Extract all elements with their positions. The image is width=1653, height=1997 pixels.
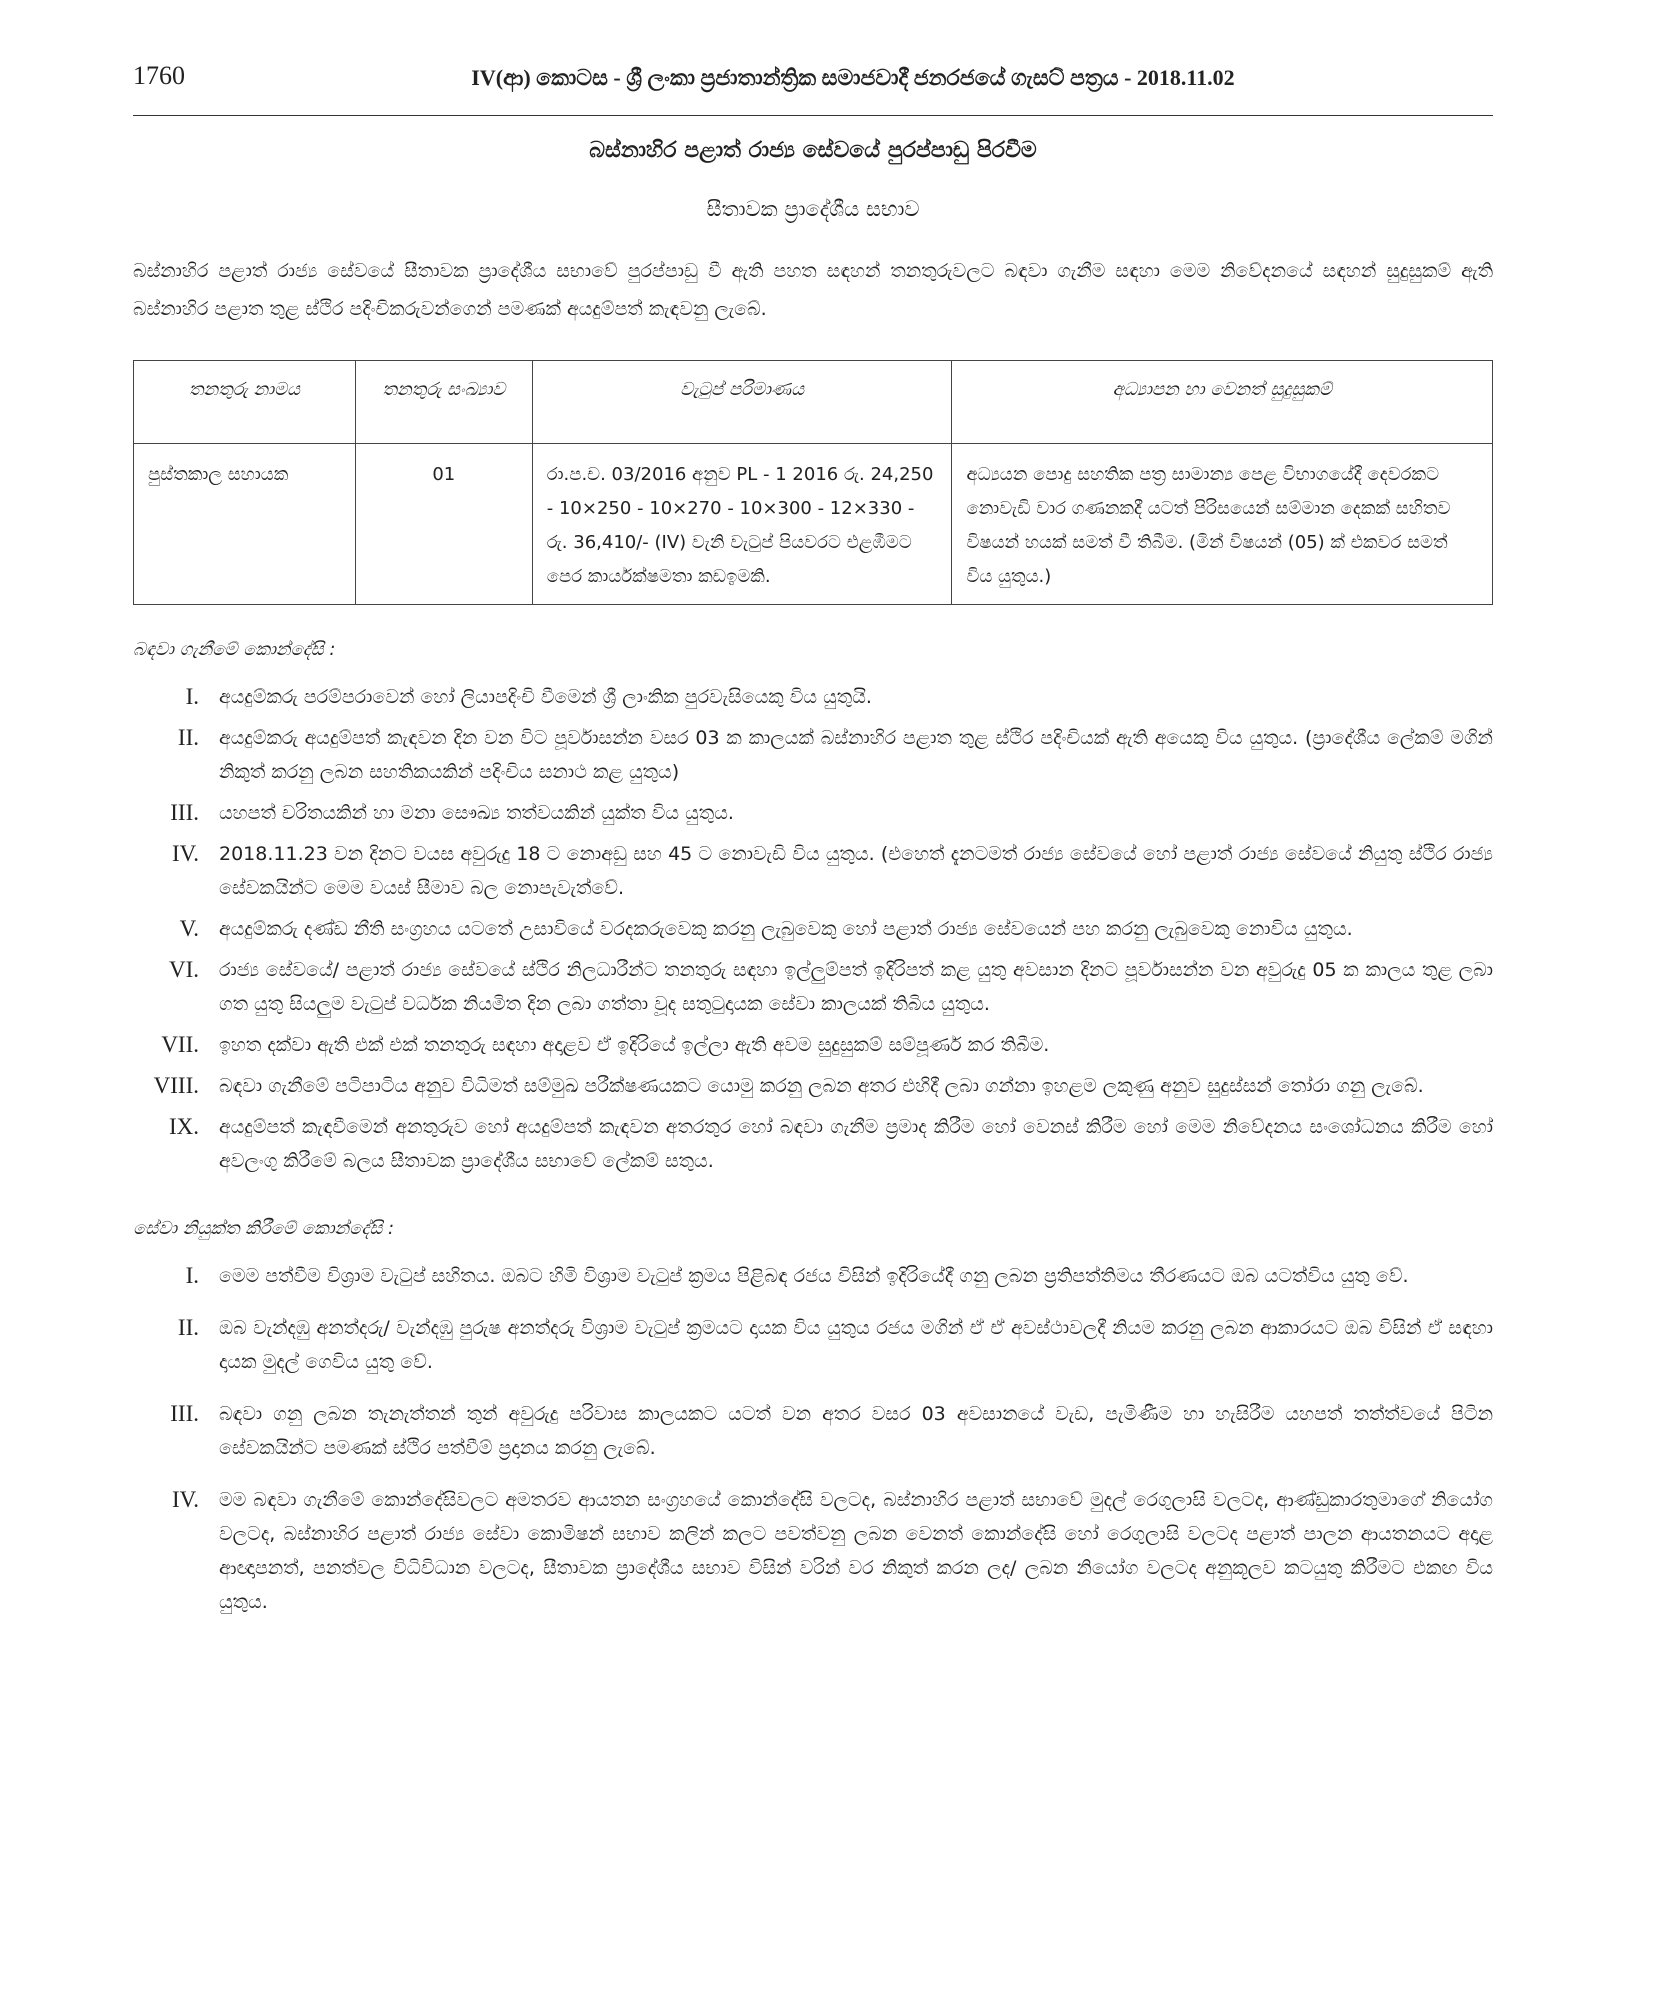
header-post-count: තනතුරු සංඛ්‍යාව [355, 361, 532, 444]
item-text: යහපත් චරිතයකින් හා මනා සෞඛ්‍ය තත්වයකින් යුක්ත විය යුතුය. [219, 802, 734, 824]
item-text: ඉහත දක්වා ඇති එක් එක් තනතුරු සඳහා අදාළව ඒ ඉදිරියේ ඉල්ලා ඇති අවම සුදුසුකම් සම්පූර්ණ කර තිබීම. [219, 1034, 1050, 1056]
list-item [133, 1259, 1493, 1293]
cell-qualifications: අධ්‍යයන පොදු සහතික පත්‍ර සාමාන්‍ය පෙළ විභාගයේදී දෙවරකට නොවැඩි වාර ගණනකදී යටත් පිරිසයෙන් සම්මාන දෙකක් සහිතව විෂයන් හයක් සමත් වී තිබීම. (මින් විෂයන් (05) ක් එකවර සමත් විය යුතුය.) [952, 444, 1493, 605]
header-salary-scale: වැටුප් පරිමාණය [532, 361, 952, 444]
item-text: 2018.11.23 වන දිනට වයස අවුරුදු 18 ට නොඅඩු සහ 45 ට නොවැඩි විය යුතුය. (එහෙත් දැනටමත් රාජ්‍ය සේවයේ හෝ පළාත් රාජ්‍ය සේවයේ නියුතු ස්ථිර රාජ්‍ය සේවකයින්ට මෙම වයස් සීමාව බල නොපැවැත්වේ. [219, 843, 1493, 899]
cell-salary-scale: රා.ප.ච. 03/2016 අනුව PL - 1 2016 රු. 24,250 - 10×250 - 10×270 - 10×300 - 12×330 - රු. 36,410/- (IV) වැනි වැටුප් පියවරට එළඹීමට පෙර කාර්යක්ෂමතා කඩඉමකි. [532, 444, 952, 605]
recruitment-conditions-list [133, 680, 1493, 1178]
cell-post-count: 01 [355, 444, 532, 605]
item-text: ඔබ වැන්දඹු අනත්දරු/ වැන්දඹු පුරුෂ අනත්දරු විශ්‍රාම වැටුප් ක්‍රමයට දායක විය යුතුය රජය මගින් ඒ ඒ අවස්ථාවලදී නියම කරනු ලබන ආකාරයට ඔබ විසින් ඒ සඳහා දායක මුදල් ගෙවිය යුතු වේ. [219, 1317, 1493, 1373]
recruitment-conditions-heading: බඳවා ගැනීමේ කොන්දේසි : [133, 639, 336, 660]
intro-paragraph: බස්නාහිර පළාත් රාජ්‍ය සේවයේ සීතාවක ප්‍රාදේශීය සභාවේ පුරප්පාඩු වී ඇති පහත සඳහන් තනතුරුවලට බඳවා ගැනීම සඳහා මෙම නිවේදනයේ සඳහන් සුදුසුකම් ඇති බස්නාහිර පළාත තුළ ස්ථිර පදිංචිකරුවන්ගෙන් පමණක් අයදුම්පත් කැඳවනු ලැබේ. [133, 260, 1493, 320]
item-text: මෙම පත්වීම විශ්‍රාම වැටුප් සහිතය. ඔබට හිමි විශ්‍රාම වැටුප් ක්‍රමය පිළිබඳ රජය විසින් ඉදිරියේදී ගනු ලබන ප්‍රතිපත්තිමය තීරණයට ඔබ යටත්විය යුතු වේ. [219, 1265, 1409, 1287]
item-text: අයදුම්කරු පරම්පරාවෙන් හෝ ලියාපදිංචි වීමෙන් ශ්‍රී ලාංකික පුරවැසියෙකු විය යුතුයි. [219, 686, 872, 708]
service-conditions-list [133, 1259, 1493, 1619]
item-text: අයදුම්කරු අයදුම්පත් කැඳවන දින වන විට පූර්වාසන්න වසර 03 ක කාලයක් බස්නාහිර පළාත තුළ ස්ථිර පදිංචියක් ඇති අයෙකු විය යුතුය. (ප්‍රාදේශීය ලේකම් මගින් නිකුත් කරනු ලබන සහතිකයකින් පදිංචිය සනාථ කළ යුතුය) [219, 727, 1493, 783]
item-number: II. [177, 725, 199, 750]
item-text: අයදුම්පත් කැඳවීමෙන් අනතුරුව හෝ අයදුම්පත් කැඳවන අතරතුර හෝ බඳවා ගැනීම ප්‍රමාද කිරීම හෝ වෙනස් කිරීම හෝ මෙම නිවේදනය සංශෝධනය කිරීම හෝ අවලංගු කිරීමේ බලය සීතාවක ප්‍රාදේශීය සභාවේ ලේකම් සතුය. [219, 1116, 1493, 1172]
page-header [133, 55, 1493, 116]
list-item [133, 953, 1493, 1021]
list-item [133, 912, 1493, 946]
item-number: I. [185, 684, 199, 709]
gazette-header-line: IV(ආ) කොටස - ශ්‍රී ලංකා ප්‍රජාතාන්ත්‍රික සමාජවාදී ජනරජයේ ගැසට් පත්‍රය - 2018.11.02 [471, 65, 1235, 90]
list-item [133, 837, 1493, 905]
list-item [133, 1110, 1493, 1178]
item-text: රාජ්‍ය සේවයේ/ පළාත් රාජ්‍ය සේවයේ ස්ථිර නිලධාරීන්ට තනතුරු සඳහා ඉල්ලුම්පත් ඉදිරිපත් කළ යුතු අවසාන දිනට පූර්වාසන්න වන අවුරුදු 05 ක කාලය තුළ ලබා ගත යුතු සියලුම වැටුප් වර්ධක නියමිත දින ලබා ගත්තා වූද සතුටුදායක සේවා කාලයක් තිබිය යුතුය. [219, 959, 1493, 1015]
gazette-page [133, 55, 1493, 1637]
item-text: බඳවා ගනු ලබන තැනැත්තන් තුන් අවුරුදු පරිවාස කාලයකට යටත් වන අතර වසර 03 අවසානයේ වැඩ, පැමිණීම හා හැසිරීම යහපත් තත්ත්වයේ පිටින සේවකයින්ට පමණක් ස්ථිර පත්වීම් ප්‍රදානය කරනු ලැබේ. [219, 1403, 1493, 1459]
item-number: V. [179, 916, 199, 941]
item-number: II. [177, 1315, 199, 1340]
item-number: III. [170, 1401, 199, 1426]
list-item [133, 1397, 1493, 1465]
list-item [133, 680, 1493, 714]
table-header-row [134, 361, 1493, 444]
list-item [133, 1483, 1493, 1619]
cell-post-name: පුස්තකාල සහායක [134, 444, 356, 605]
item-number: IV. [171, 1487, 199, 1512]
list-item [133, 1311, 1493, 1379]
list-item [133, 1069, 1493, 1103]
header-qualifications: අධ්‍යාපන හා වෙනත් සුදුසුකම් [952, 361, 1493, 444]
notice-subtitle: සීතාවක ප්‍රාදේශීය සභාව [706, 197, 920, 221]
item-text: බඳවා ගැනීමේ පටිපාටිය අනුව විධිමත් සම්මුඛ පරීක්ෂණයකට යොමු කරනු ලබන අතර එහිදී ලබා ගන්නා ඉහළම ලකුණු අනුව සුදුස්සන් තෝරා ගනු ලැබේ. [219, 1075, 1424, 1097]
list-item [133, 796, 1493, 830]
table-row [134, 444, 1493, 605]
page-number: 1760 [133, 61, 185, 90]
list-item [133, 1028, 1493, 1062]
item-number: III. [170, 800, 199, 825]
item-text: අයදුම්කරු දණ්ඩ නීති සංග්‍රහය යටතේ උසාවියේ වරදකරුවෙකු කරනු ලැබුවෙකු හෝ පළාත් රාජ්‍ය සේවයෙන් පහ කරනු ලැබුවෙකු නොවිය යුතුය. [219, 918, 1353, 940]
vacancy-table [133, 360, 1493, 605]
item-number: VI. [168, 957, 199, 982]
list-item [133, 721, 1493, 789]
item-number: VIII. [153, 1073, 199, 1098]
service-conditions-heading: සේවා නියුක්ත කිරීමේ කොන්දේසි : [133, 1218, 395, 1239]
item-number: VII. [161, 1032, 199, 1057]
item-number: I. [185, 1263, 199, 1288]
header-post-name: තනතුරු නාමය [134, 361, 356, 444]
item-number: IV. [171, 841, 199, 866]
item-text: මම බඳවා ගැනීමේ කොන්දේසිවලට අමතරව ආයතන සංග්‍රහයේ කොන්දේසි වලටද, බස්නාහිර පළාත් සභාවේ මුදල් රෙගුලාසි වලටද, ආණ්ඩුකාරතුමාගේ නියෝග වලටද, බස්නාහිර පළාත් රාජ්‍ය සේවා කොමිෂන් සභාව කලින් කලට පවත්වනු ලබන වෙනත් කොන්දේසි හෝ රෙගුලාසි වලටද පළාත් පාලන ආයතනයට අදාළ ආඥාපනත්, පනත්වල විධිවිධාන වලටද, සීතාවක ප්‍රාදේශීය සභාව විසින් වරින් වර නිකුත් කරන ලද/ ලබන නියෝග වලටද අනුකූලව කටයුතු කිරීමට එකඟ විය යුතුය. [219, 1489, 1493, 1613]
notice-title: බස්නාහිර පළාත් රාජ්‍ය සේවයේ පුරප්පාඩු පිරවීම [589, 138, 1037, 163]
item-number: IX. [168, 1114, 199, 1139]
